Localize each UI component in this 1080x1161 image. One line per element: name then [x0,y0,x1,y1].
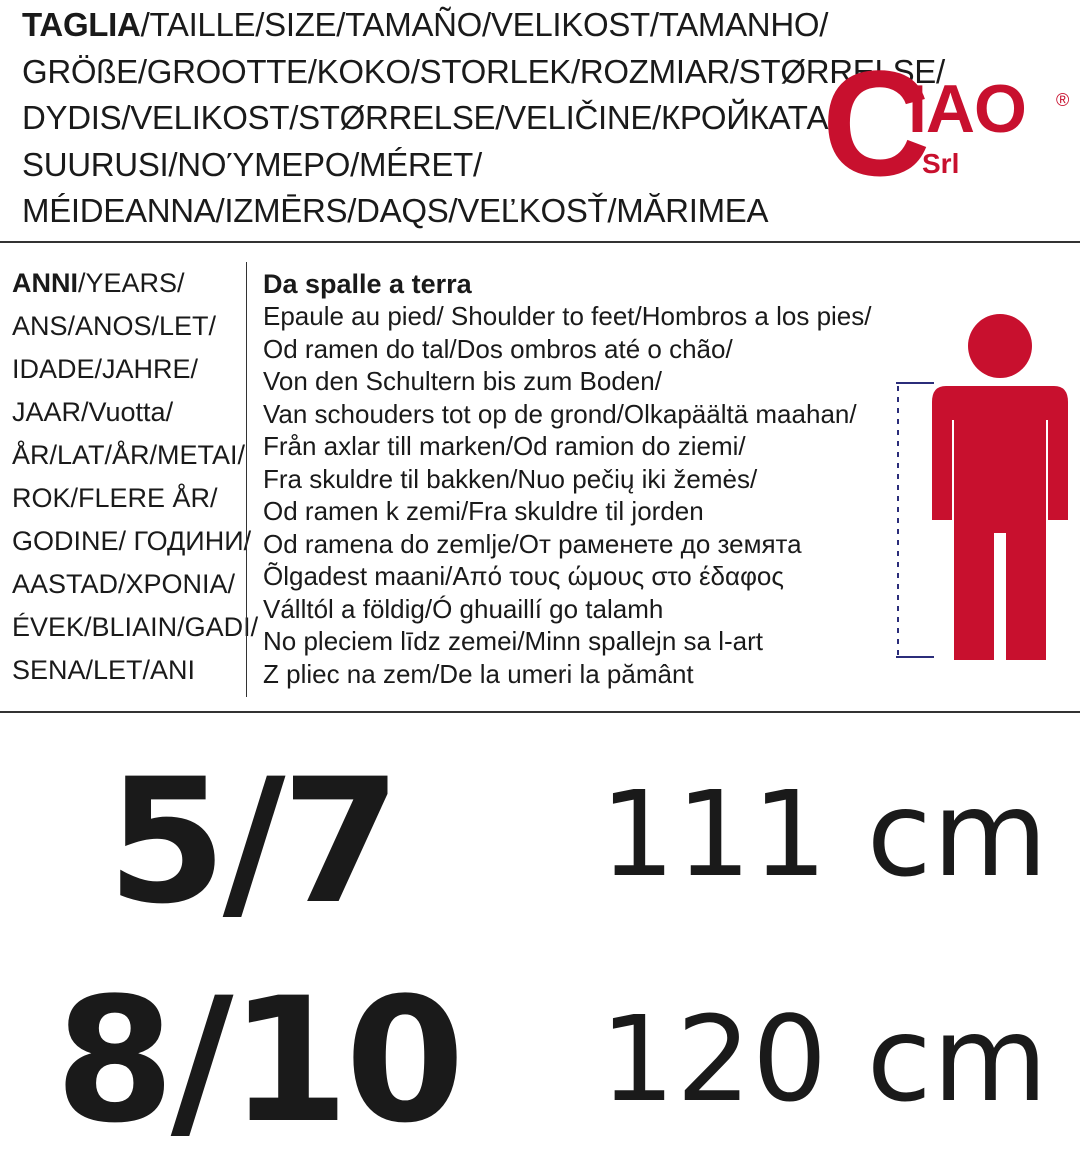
size-heading-rest: /TAILLE/SIZE/TAMAÑO/VELIKOST/TAMANHO/ [140,6,829,43]
size-age-value: 5/7 [107,741,398,942]
size-heading-line-5: MÉIDEANNA/IZMĒRS/DAQS/VEĽKOSŤ/MĂRIMEA [22,192,769,229]
middle-divider [0,711,1080,713]
logo-iao-text: IAO [908,71,1026,147]
years-line: AASTAD/ΧΡΟΝΙΑ/ [12,569,236,599]
person-figure-icon [890,308,1070,668]
shoulder-to-feet-dimension [896,383,934,657]
measurement-line: Od ramen do tal/Dos ombros até o chão/ [263,333,733,364]
measurement-line: No pleciem līdz zemei/Minn spallejn sa l-art [263,626,763,656]
measurement-line: Z pliec na zem/De la umeri la pământ [263,658,694,689]
years-line: ROK/FLERE ÅR/ [12,483,218,513]
measurement-line: Fra skuldre til bakken/Nuo pečių iki žemės/ [263,463,758,494]
size-length-value: 111 cm [600,765,1049,903]
years-line: ÉVEK/BLIAIN/GADI/ [12,612,259,642]
years-line: IDADE/JAHRE/ [12,354,199,384]
years-column [12,262,259,692]
measurement-line: Epaule au pied/ Shoulder to feet/Hombros a los pies/ [263,301,872,331]
measurement-line: Válltól a földig/Ó ghuaillí go talamh [263,593,664,624]
years-line: SENA/LET/ANI [12,655,196,685]
figure-body [932,386,1068,660]
size-heading-line-1 [22,2,829,49]
years-line-1 [12,262,242,305]
figure-head [968,314,1032,378]
years-line: GODINE/ ГОДИНИ/ [12,526,252,556]
logo-registered-mark: ® [1056,90,1070,110]
logo-srl-text: Srl [922,148,960,179]
size-heading-line-3: DYDIS/VELIKOST/STØRRELSE/VELIČINE/КРОЙКАТА/ [22,99,838,136]
ciao-logo-graphic [822,50,1078,190]
person-figure-graphic [890,308,1070,668]
size-age-value: 8/10 [55,960,461,1161]
measurement-line: Od ramena do zemlje/От раменете до земята [263,528,802,559]
measurement-line: Von den Schultern bis zum Boden/ [263,366,662,396]
logo-c-letter: C [822,50,931,190]
years-line: ANS/ANOS/LET/ [12,311,217,341]
measurement-column [263,268,883,690]
column-divider [246,262,247,697]
size-heading-line-4: SUURUSI/ΝΟΎΜΕΡΟ/MÉRET/ [22,145,482,183]
size-heading-bold: TAGLIA [22,6,141,43]
size-heading-line-2: GRÖßE/GROOTTE/KOKO/STORLEK/ROZMIAR/STØRRELSE/ [22,52,945,90]
measurement-line: Õlgadest maani/Από τους ώμους στο έδαφος [263,561,784,591]
ciao-logo [822,50,1078,190]
years-bold: ANNI [12,268,78,298]
measurement-line: Od ramen k zemi/Fra skuldre til jorden [263,496,704,526]
top-divider [0,241,1080,243]
measurement-line: Van schouders tot op de grond/Olkapäältä maahan/ [263,398,857,429]
size-length-value: 120 cm [600,990,1049,1128]
measurement-title: Da spalle a terra [263,269,472,299]
years-rest: /YEARS/ [78,268,185,298]
years-line: JAAR/Vuotta/ [12,397,174,427]
years-line: ÅR/LAT/ÅR/METAI/ [12,440,246,470]
measurement-line: Från axlar till marken/Od ramion do ziemi/ [263,431,746,461]
